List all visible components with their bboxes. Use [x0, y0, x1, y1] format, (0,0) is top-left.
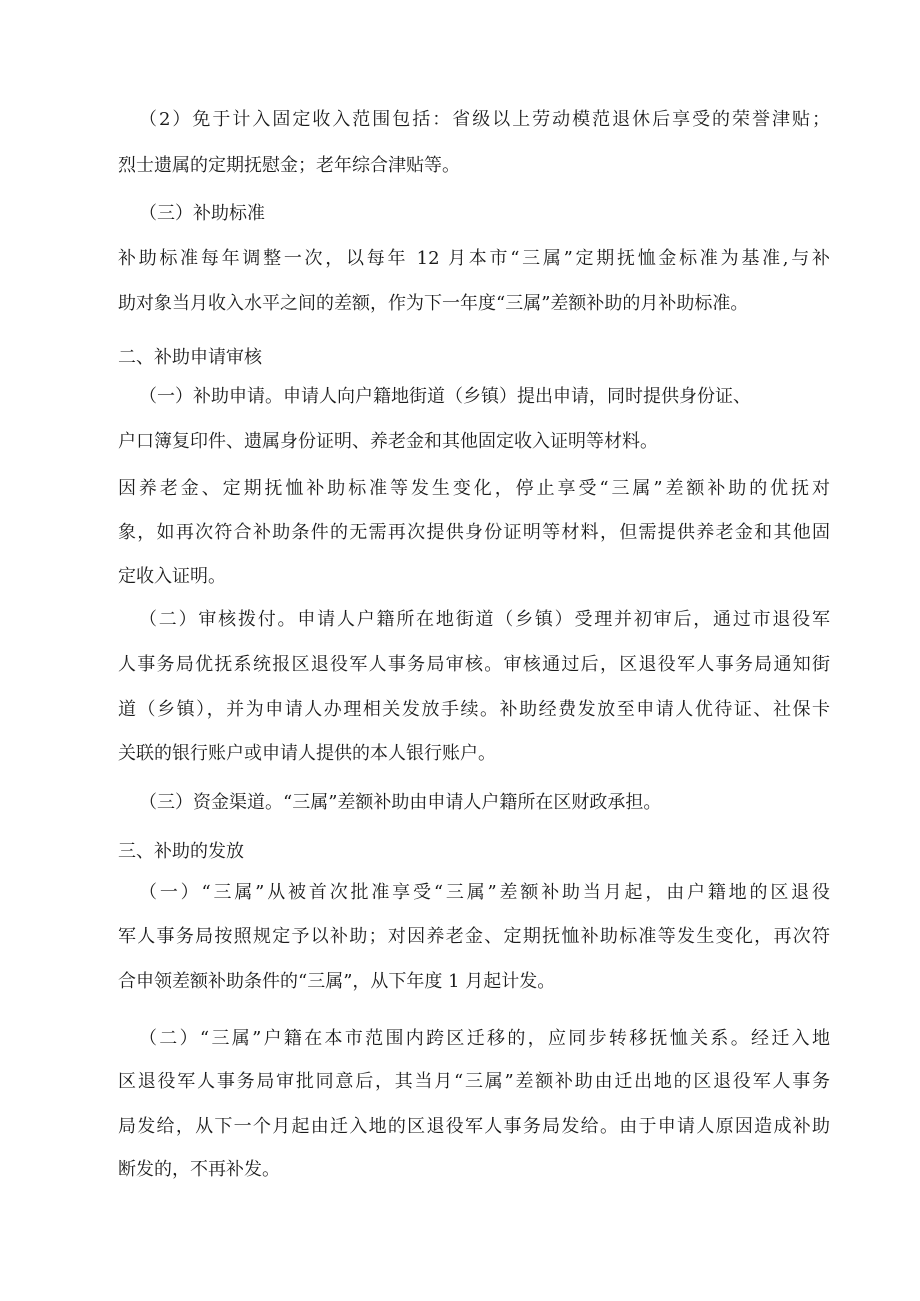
paragraph-5-line-1: 因养老金、定期抚恤补助标准等发生变化，停止享受“三属”差额补助的优抚对: [118, 478, 830, 499]
paragraph-3-line-1: 补助标准每年调整一次，以每年 12 月本市“三属”定期抚恤金标准为基准,与补: [118, 248, 830, 269]
paragraph-9-line-3: 局发给，从下一个月起由迁入地的区退役军人事务局发给。由于申请人原因造成补助: [118, 1116, 830, 1137]
section-heading-subsidy-payment: 三、补助的发放: [118, 841, 244, 862]
paragraph-5-line-3: 定收入证明。: [118, 566, 226, 587]
paragraph-4-line-1: （一）补助申请。申请人向户籍地街道（乡镇）提出申请，同时提供身份证、: [139, 386, 751, 407]
paragraph-8-line-1: （一）“三属”从被首次批准享受“三属”差额补助当月起，由户籍地的区退役: [139, 882, 830, 903]
paragraph-6-line-3: 道（乡镇），并为申请人办理相关发放手续。补助经费发放至申请人优待证、社保卡: [118, 699, 830, 720]
paragraph-7-line-1: （三）资金渠道。“三属”差额补助由申请人户籍所在区财政承担。: [139, 792, 662, 813]
paragraph-9-line-2: 区退役军人事务局审批同意后，其当月“三属”差额补助由迁出地的区退役军人事务: [118, 1071, 830, 1092]
paragraph-4-line-2: 户口簿复印件、遗属身份证明、养老金和其他固定收入证明等材料。: [118, 431, 658, 452]
paragraph-3-line-2: 助对象当月收入水平之间的差额，作为下一年度“三属”差额补助的月补助标准。: [118, 293, 749, 314]
paragraph-5-line-2: 象，如再次符合补助条件的无需再次提供身份证明等材料，但需提供养老金和其他固: [118, 522, 830, 543]
paragraph-6-line-4: 关联的银行账户或申请人提供的本人银行账户。: [118, 743, 496, 764]
paragraph-8-line-2: 军人事务局按照规定予以补助；对因养老金、定期抚恤补助标准等发生变化，再次符: [118, 926, 830, 947]
section-heading-application-review: 二、补助申请审核: [118, 347, 262, 368]
paragraph-1-line-2: 烈士遗属的定期抚慰金；老年综合津贴等。: [118, 155, 460, 176]
paragraph-8-line-3: 合申领差额补助条件的“三属”，从下年度 1 月起计发。: [118, 971, 556, 992]
paragraph-1-line-1: （2）免于计入固定收入范围包括：省级以上劳动模范退休后享受的荣誉津贴；: [139, 109, 830, 130]
subheading-subsidy-standard: （三）补助标准: [139, 203, 265, 224]
paragraph-6-line-1: （二）审核拨付。申请人户籍所在地街道（乡镇）受理并初审后，通过市退役军: [139, 609, 830, 630]
paragraph-6-line-2: 人事务局优抚系统报区退役军人事务局审核。审核通过后，区退役军人事务局通知街: [118, 654, 830, 675]
paragraph-9-line-1: （二）“三属”户籍在本市范围内跨区迁移的，应同步转移抚恤关系。经迁入地: [139, 1028, 830, 1049]
paragraph-9-line-4: 断发的，不再补发。: [118, 1159, 280, 1180]
